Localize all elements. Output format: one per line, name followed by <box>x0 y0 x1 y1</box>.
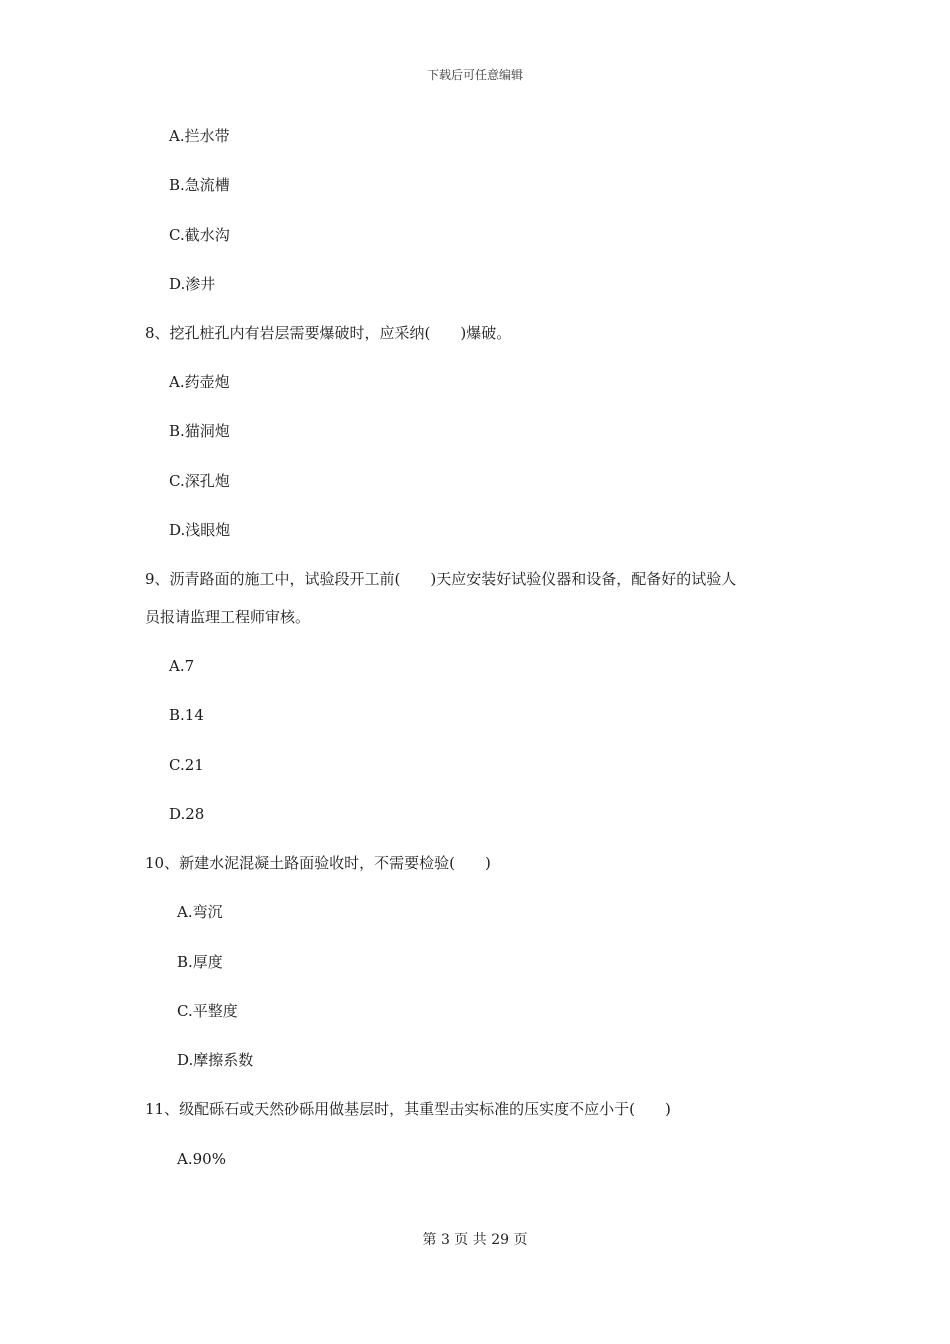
question-11-stem: 11、级配砾石或天然砂砾用做基层时，其重型击实标准的压实度不应小于( ) <box>145 1100 671 1118</box>
option-q10-a: A.弯沉 <box>177 903 223 921</box>
option-q11-a: A.90% <box>177 1150 226 1168</box>
option-q7-d: D.渗井 <box>169 275 216 293</box>
page-footer: 第 3 页 共 29 页 <box>422 1232 528 1248</box>
option-q9-d: D.28 <box>169 805 205 823</box>
option-q8-d: D.浅眼炮 <box>169 521 231 539</box>
option-q10-b: B.厚度 <box>177 953 223 971</box>
question-9-stem-line1: 9、沥青路面的施工中，试验段开工前( )天应安装好试验仪器和设备，配备好的试验人 <box>145 570 737 588</box>
option-q8-b: B.猫洞炮 <box>169 422 230 440</box>
question-10-stem: 10、新建水泥混凝土路面验收时，不需要检验( ) <box>145 854 491 872</box>
option-q9-b: B.14 <box>169 706 204 724</box>
option-q10-c: C.平整度 <box>177 1002 238 1020</box>
option-q10-d: D.摩擦系数 <box>177 1051 254 1069</box>
page-header: 下载后可任意编辑 <box>426 68 523 82</box>
option-q9-c: C.21 <box>169 756 204 774</box>
option-q8-a: A.药壶炮 <box>169 373 230 391</box>
option-q7-a: A.拦水带 <box>169 127 230 145</box>
option-q9-a: A.7 <box>169 657 195 675</box>
question-9-stem-line2: 员报请监理工程师审核。 <box>145 608 311 626</box>
question-8-stem: 8、挖孔桩孔内有岩层需要爆破时，应采纳( )爆破。 <box>145 324 512 342</box>
option-q8-c: C.深孔炮 <box>169 472 230 490</box>
option-q7-c: C.截水沟 <box>169 226 230 244</box>
option-q7-b: B.急流槽 <box>169 176 230 194</box>
